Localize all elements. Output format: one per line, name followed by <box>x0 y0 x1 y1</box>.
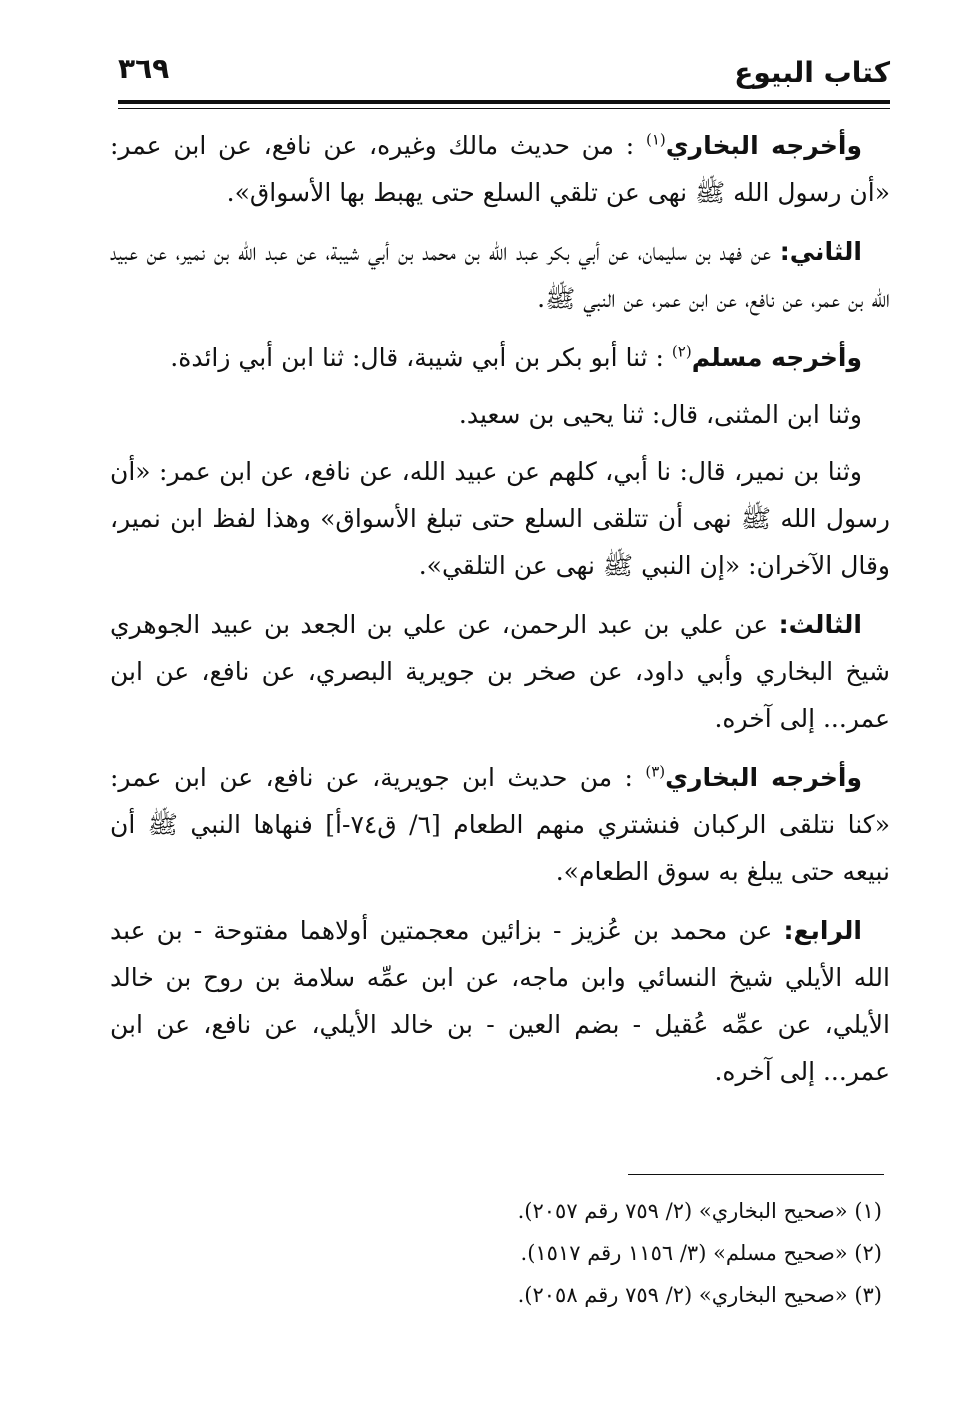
header-rule-thick <box>118 100 890 104</box>
footnote-separator <box>628 1174 884 1175</box>
footnote-marker: (٣) <box>645 762 666 781</box>
paragraph <box>110 907 890 1095</box>
footnote: (٣) «صحيح البخاري» (٢/ ٧٥٩ رقم ٢٠٥٨). <box>517 1283 882 1307</box>
paragraph-lead: وأخرجه مسلم <box>691 343 862 372</box>
paragraph-lead: وأخرجه البخاري <box>665 131 862 160</box>
paragraph <box>110 448 890 589</box>
paragraph-lead: الثالث: <box>778 610 862 639</box>
paragraph-lead: الثاني: <box>779 237 862 266</box>
header-rule-thin <box>118 108 890 109</box>
running-header <box>118 52 890 102</box>
paragraph-text: عن علي بن عبد الرحمن، عن علي بن الجعد بن عبيد الجوهري شيخ البخاري وأبي داود، عن صخر بن جويرية البصري، عن نافع، عن ابن عمر... إلى آخره. <box>110 610 890 733</box>
paragraph-text: : من حديث مالك وغيره، عن نافع، عن ابن عمر: «أن رسول الله ﷺ نهى عن تلقي السلع حتى يهبط بها الأسواق». <box>110 131 890 207</box>
paragraph <box>110 228 890 322</box>
paragraph-text: وثنا بن نمير، قال: نا أبي، كلهم عن عبيد الله، عن نافع، عن ابن عمر: «أن رسول الله ﷺ نهى أن تتلقى السلع حتى تبلغ الأسواق» وهذا لفظ ابن نمير، وقال الآخران: «إن النبي ﷺ نهى عن التلقي». <box>110 457 890 580</box>
paragraph <box>110 334 890 381</box>
paragraph-lead: الرابع: <box>783 916 862 945</box>
paragraph-text: عن محمد بن عُزيز - بزائين معجمتين أولاهما مفتوحة - بن عبد الله الأيلي شيخ النسائي وابن ماجه، عن ابن عمِّه سلامة بن روح بن خالد الأيلي، عن عمِّه عُقيل - بضم العين - بن خالد الأيلي، عن نافع، عن ابن عمر... إلى آخره. <box>110 916 890 1086</box>
paragraph-lead: وأخرجه البخاري <box>665 763 863 792</box>
paragraph <box>110 601 890 742</box>
footnote: (٢) «صحيح مسلم» (٣/ ١١٥٦ رقم ١٥١٧). <box>520 1241 882 1265</box>
chapter-title: كتاب البيوع <box>734 56 890 89</box>
paragraph-text: : من حديث ابن جويرية، عن نافع، عن ابن عمر: «كنا نتلقى الركبان فنشتري منهم الطعام [٦/ ق٧٤-أ] فنهاها النبي ﷺ أن نبيعه حتى يبلغ به سوق الطعام». <box>110 763 890 886</box>
paragraph-text: عن فهد بن سليمان، عن أبي بكر عبد الله بن محمد بن أبي شيبة، عن عبد الله بن نمير، عن عبيد الله بن عمر، عن نافع، عن ابن عمر، عن النبي ﷺ. <box>110 237 890 313</box>
footnotes <box>182 1190 882 1316</box>
paragraph-text: وثنا ابن المثنى، قال: ثنا يحيى بن سعيد. <box>458 400 862 429</box>
paragraph <box>110 754 890 895</box>
footnote: (١) «صحيح البخاري» (٢/ ٧٥٩ رقم ٢٠٥٧). <box>517 1199 882 1223</box>
footnote-marker: (١) <box>645 130 666 149</box>
page-number: ٣٦٩ <box>118 52 170 85</box>
paragraph-text: : ثنا أبو بكر بن أبي شيبة، قال: ثنا ابن أبي زائدة. <box>170 343 664 372</box>
footnote-marker: (٢) <box>671 342 692 361</box>
body-text <box>110 122 890 1107</box>
paragraph <box>110 122 890 216</box>
paragraph <box>110 391 890 438</box>
